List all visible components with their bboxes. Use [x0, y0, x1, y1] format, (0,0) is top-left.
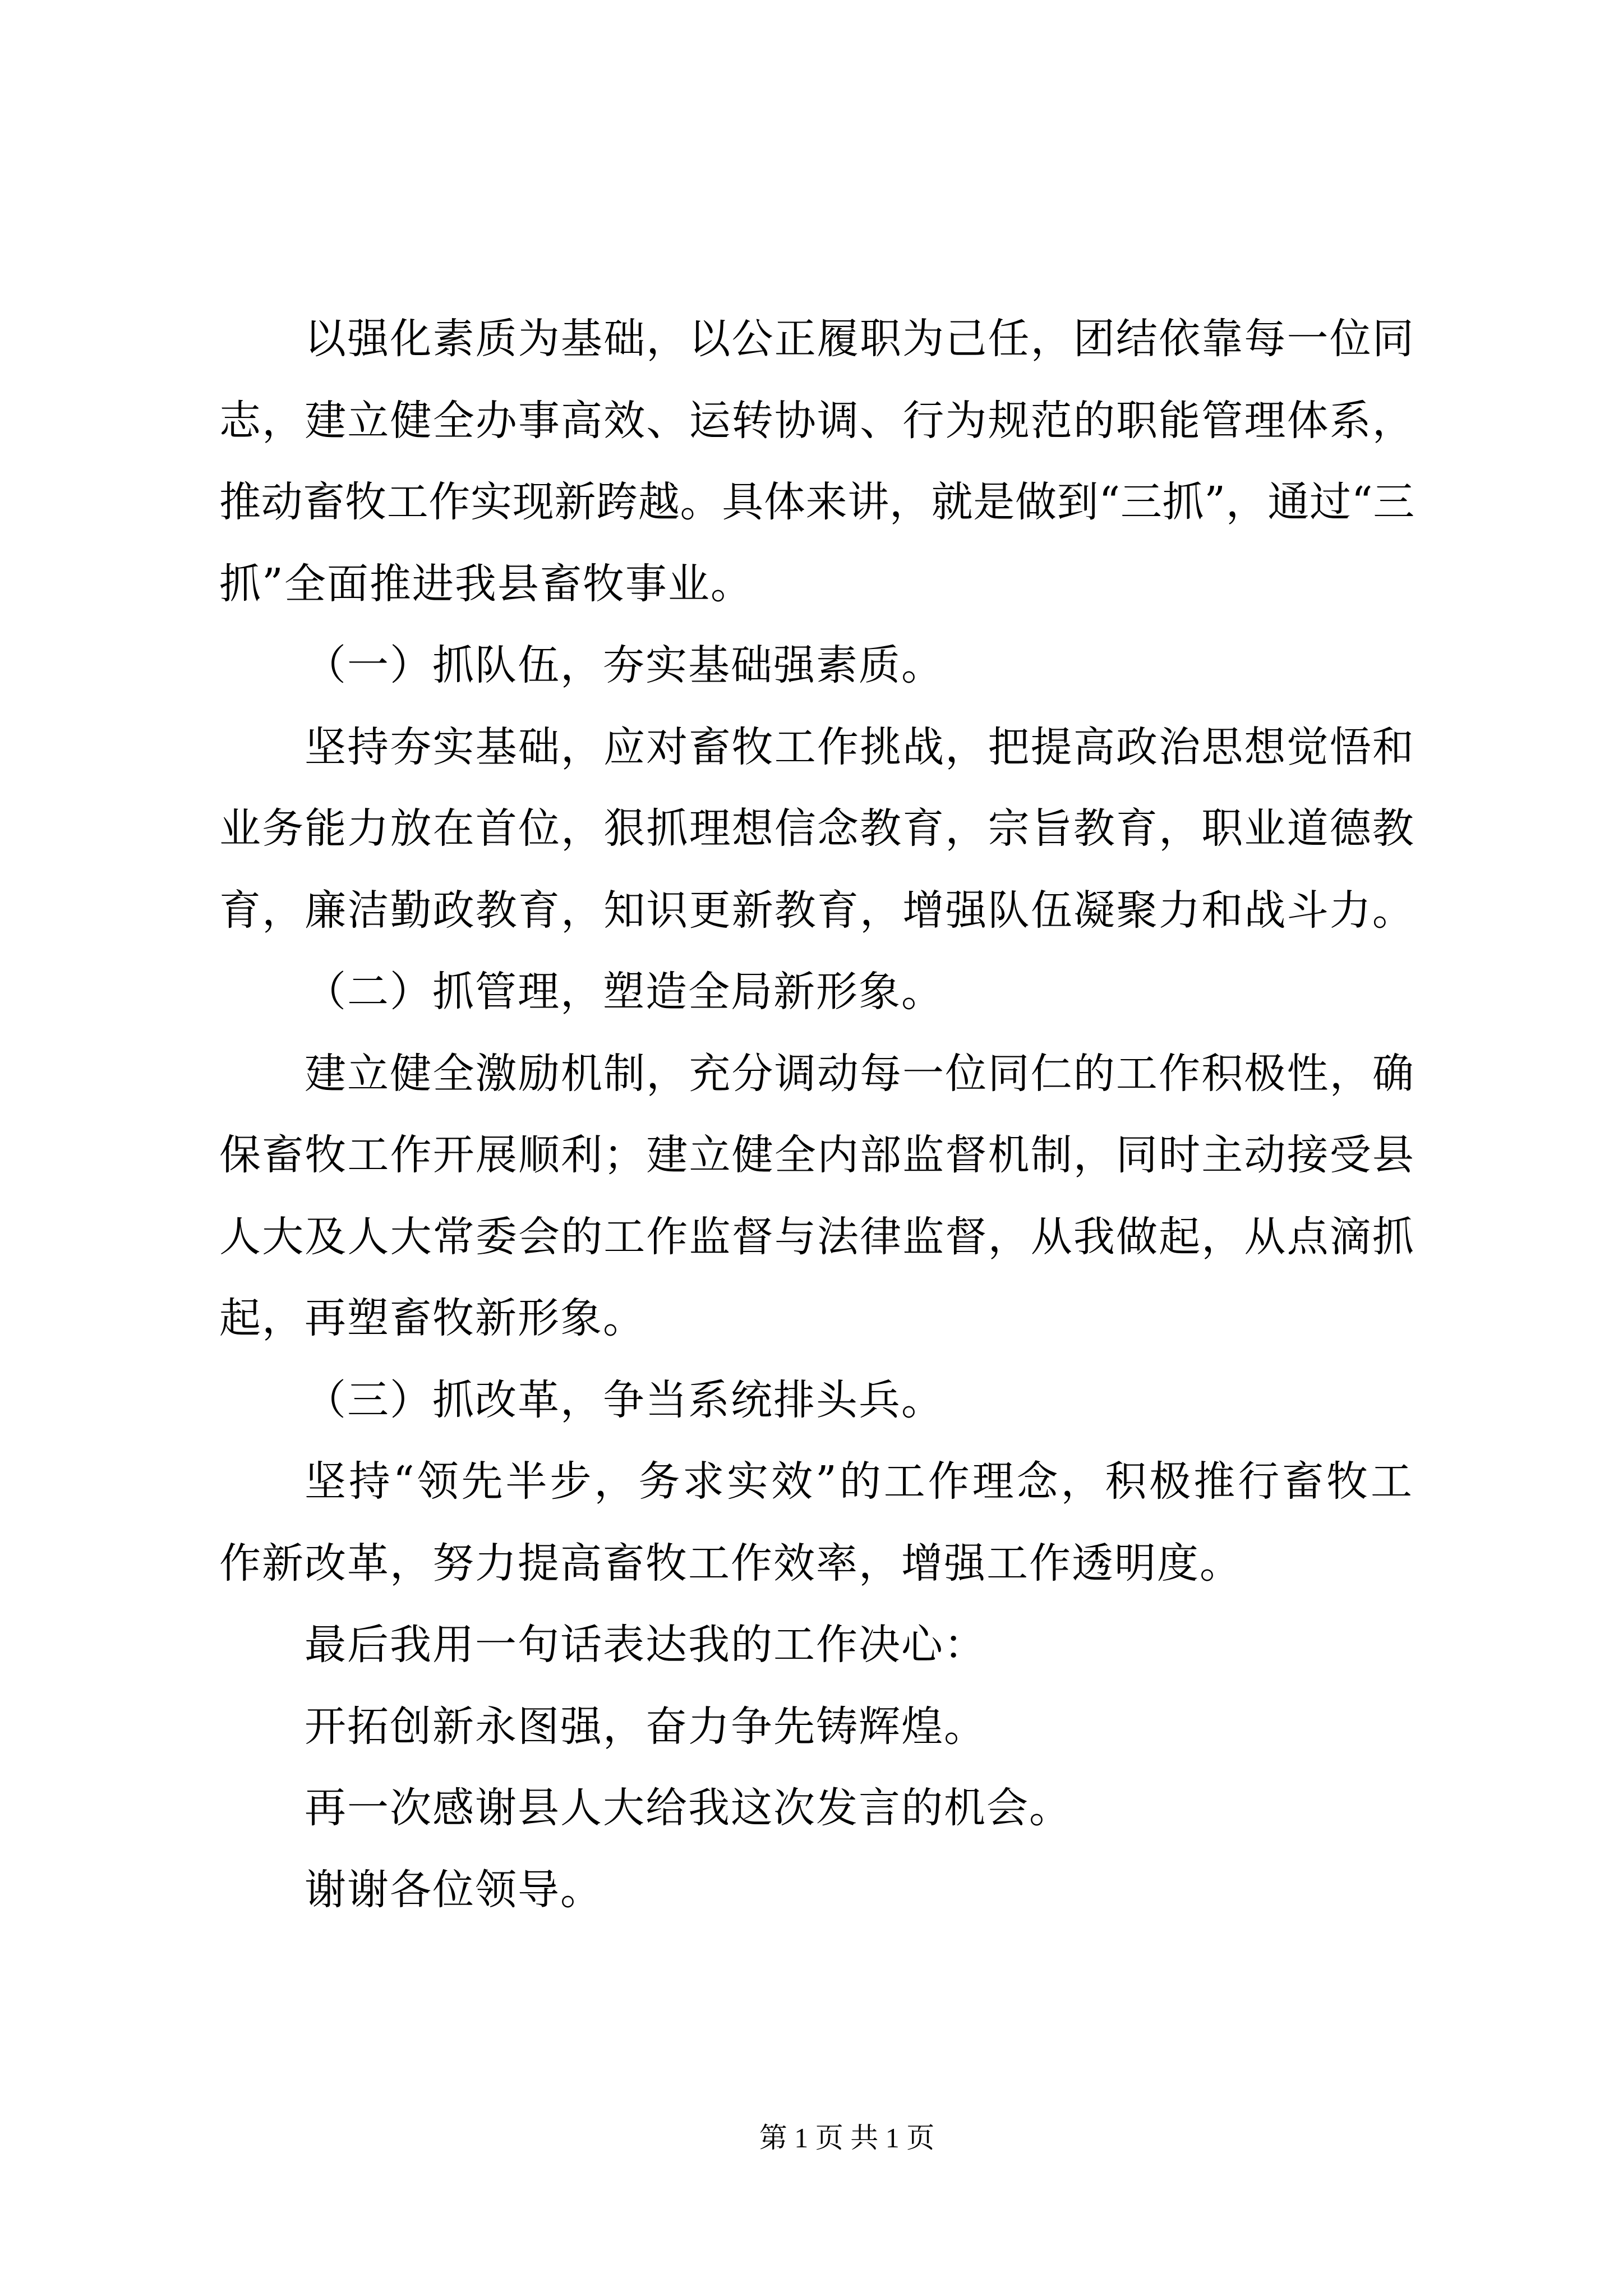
line-text: 志，建立健全办事高效、运转协调、行为规范的职能管理体系，	[219, 396, 1415, 445]
text-line	[219, 380, 1415, 462]
paragraph	[219, 1441, 1415, 1604]
heading-text: （三）抓改革，争当系统排头兵。	[305, 1375, 944, 1424]
line-text: 坚持夯实基础，应对畜牧工作挑战，把提高政治思想觉悟和	[305, 723, 1415, 771]
text-line	[219, 544, 1415, 625]
line-text: 抓”全面推进我县畜牧事业。	[219, 559, 753, 608]
line-text: 推动畜牧工作实现新跨越。具体来讲，就是做到“三抓”，通过“三	[219, 478, 1415, 526]
section-heading	[219, 951, 1415, 1033]
heading-text: （一）抓队伍，夯实基础强素质。	[305, 641, 944, 689]
line-text: 再一次感谢县人大给我这次发言的机会。	[305, 1784, 1072, 1832]
paragraph	[219, 298, 1415, 625]
line-text: 坚持“领先半步，务求实效”的工作理念，积极推行畜牧工	[305, 1457, 1415, 1506]
text-line	[219, 1115, 1415, 1197]
line-text: 业务能力放在首位，狠抓理想信念教育，宗旨教育，职业道德教	[219, 804, 1415, 853]
text-line	[219, 1441, 1415, 1523]
text-line	[219, 1360, 1415, 1442]
paragraph	[219, 707, 1415, 952]
document-body	[219, 298, 1415, 1931]
line-text: 谢谢各位领导。	[305, 1865, 603, 1914]
line-text: 育，廉洁勤政教育，知识更新教育，增强队伍凝聚力和战斗力。	[219, 886, 1415, 935]
line-text: 以强化素质为基础，以公正履职为己任，团结依靠每一位同	[305, 315, 1415, 363]
text-line	[219, 1523, 1415, 1605]
paragraph	[219, 1604, 1415, 1686]
section-heading	[219, 1360, 1415, 1442]
line-text: 最后我用一句话表达我的工作决心：	[305, 1621, 986, 1669]
text-line	[219, 788, 1415, 870]
paragraph	[219, 1686, 1415, 1768]
text-line	[219, 951, 1415, 1033]
text-line	[219, 1686, 1415, 1768]
text-line	[219, 462, 1415, 544]
text-line	[219, 1768, 1415, 1849]
paragraph	[219, 1849, 1415, 1931]
text-line	[219, 1197, 1415, 1278]
page-number: 第 1 页 共 1 页	[759, 2122, 935, 2154]
text-line	[219, 870, 1415, 952]
text-line	[219, 1849, 1415, 1931]
text-line	[219, 625, 1415, 707]
text-line	[219, 1278, 1415, 1360]
page-footer	[634, 2118, 1060, 2158]
line-text: 建立健全激励机制，充分调动每一位同仁的工作积极性，确	[305, 1049, 1415, 1098]
paragraph	[219, 1768, 1415, 1849]
line-text: 作新改革，努力提高畜牧工作效率，增强工作透明度。	[219, 1539, 1242, 1588]
text-line	[219, 707, 1415, 789]
paragraph	[219, 1033, 1415, 1360]
heading-text: （二）抓管理，塑造全局新形象。	[305, 968, 944, 1016]
line-text: 起，再塑畜牧新形象。	[219, 1294, 645, 1342]
text-line	[219, 1604, 1415, 1686]
line-text: 开拓创新永图强，奋力争先铸辉煌。	[305, 1702, 986, 1751]
line-text: 人大及人大常委会的工作监督与法律监督，从我做起，从点滴抓	[219, 1212, 1415, 1261]
text-line	[219, 1033, 1415, 1115]
line-text: 保畜牧工作开展顺利；建立健全内部监督机制，同时主动接受县	[219, 1131, 1415, 1179]
section-heading	[219, 625, 1415, 707]
text-line	[219, 298, 1415, 380]
